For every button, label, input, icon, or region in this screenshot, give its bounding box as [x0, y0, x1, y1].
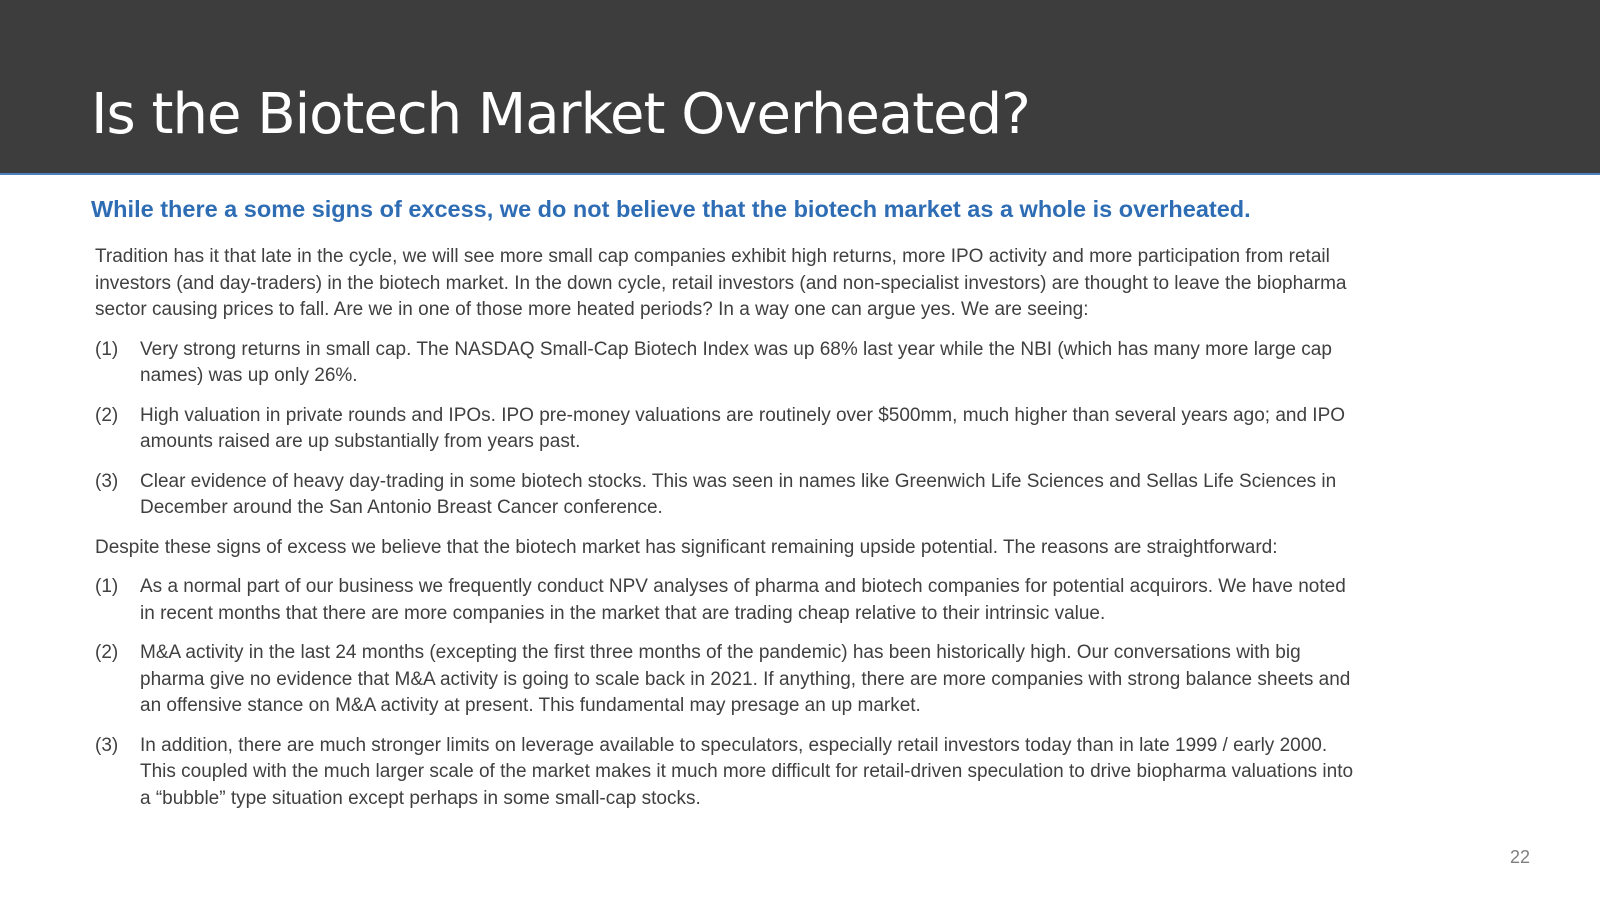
- reason-item: [95, 640, 1355, 720]
- item-number: (2): [95, 642, 119, 663]
- item-text: In addition, there are much stronger limits on leverage available to speculators, especially retail investors today than in late 1999 / early 2000. This coupled with the much larger scale of the market makes it much more difficult for retail-driven speculation to drive biopharma valuations into a “bubble” type situation except perhaps in some small-cap stocks.: [140, 734, 1354, 809]
- reason-item: [95, 574, 1355, 627]
- intro-paragraph: Tradition has it that late in the cycle, we will see more small cap companies exhibit high returns, more IPO activity and more participation from retail investors (and day-traders) in the biotech market. In the down cycle, retail investors (and non-specialist investors) are thought to leave the biopharma sector causing prices to fall. Are we in one of those more heated periods? In a way one can argue yes. We are seeing:: [95, 246, 1347, 320]
- slide-body: [95, 244, 1355, 825]
- item-number: (3): [95, 470, 119, 492]
- item-text: M&A activity in the last 24 months (excepting the first three months of the pandemic) has been historically high. Our conversations with big pharma give no evidence that M&A activity is going to scale back in 2021. If anything, there are more companies with strong balance sheets and an offensive stance on M&A activity at present. This fundamental may presage an up market.: [140, 642, 1351, 716]
- item-number: (3): [95, 734, 119, 756]
- sign-item: [95, 403, 1355, 456]
- item-text: As a normal part of our business we frequently conduct NPV analyses of pharma and biotech companies for potential acquirors. We have noted in recent months that there are more companies in the market that are trading cheap relative to their intrinsic value.: [140, 576, 1346, 624]
- item-text: High valuation in private rounds and IPOs. IPO pre-money valuations are routinely over $500mm, much higher than several years ago; and IPO amounts raised are up substantially from years past.: [140, 404, 1346, 452]
- despite-paragraph: Despite these signs of excess we believe that the biotech market has significant remaining upside potential. The reasons are straightforward:: [95, 536, 1278, 558]
- item-number: (2): [95, 404, 119, 426]
- sign-item: [95, 469, 1355, 522]
- sign-item: [95, 337, 1355, 390]
- item-text: Very strong returns in small cap. The NASDAQ Small-Cap Biotech Index was up 68% last year while the NBI (which has many more large cap names) was up only 26%.: [140, 338, 1332, 386]
- page-number: 22: [1510, 847, 1531, 867]
- item-text: Clear evidence of heavy day-trading in some biotech stocks. This was seen in names like Greenwich Life Sciences and Sellas Life Sciences in December around the San Antonio Breast Cancer conference.: [140, 470, 1337, 518]
- reason-item: [95, 733, 1355, 813]
- item-number: (1): [95, 576, 119, 597]
- item-number: (1): [95, 338, 119, 360]
- slide-subtitle: While there a some signs of excess, we do not believe that the biotech market as a whole is overheated.: [91, 196, 1251, 222]
- slide-title: Is the Biotech Market Overheated?: [91, 82, 1030, 147]
